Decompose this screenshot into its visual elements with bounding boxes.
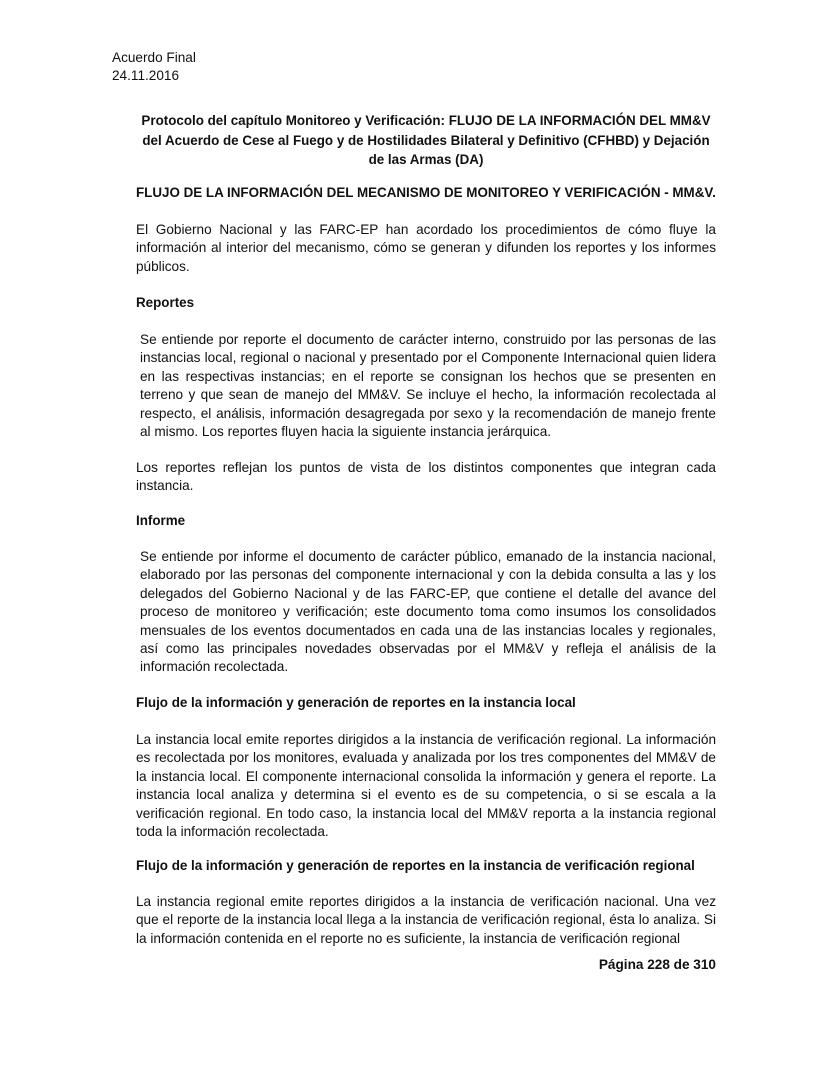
flujo-regional-heading: Flujo de la información y generación de reportes en la instancia de verificación regional: [136, 858, 695, 873]
informe-heading: Informe: [136, 513, 186, 528]
header-document-name: Acuerdo Final: [112, 50, 196, 65]
document-header: [112, 49, 196, 85]
header-date: 24.11.2016: [112, 68, 180, 83]
document-title: Protocolo del capítulo Monitoreo y Verificación: FLUJO DE LA INFORMACIÓN DEL MM&V del Acuerdo de Cese al Fuego y de Hostilidades Bilateral y Definitivo (CFHBD) y Dejación de las Armas (DA): [141, 113, 711, 167]
flujo-regional-paragraph: La instancia regional emite reportes dirigidos a la instancia de verificación nacional. Una vez que el reporte de la instancia local llega a la instancia de verificación regional, ésta lo analiza. Si la información contenida en el reporte no es suficiente, la instancia de verificación regional: [136, 894, 716, 946]
reportes-heading: Reportes: [136, 295, 195, 310]
flujo-local-paragraph: La instancia local emite reportes dirigidos a la instancia de verificación regional. La información es recolectada por los monitores, evaluada y analizada por los tres componentes del MM&V de la instancia local. El componente internacional consolida la información y genera el reporte. La instancia local analiza y determina si el evento es de su competencia, o si se escala a la verificación regional. En todo caso, la instancia local del MM&V reporta a la instancia regional toda la información recolectada.: [136, 732, 716, 840]
informe-definition-paragraph: Se entiende por informe el documento de carácter público, emanado de la instancia nacional, elaborado por las personas del componente internacional y con la debida consulta a las y los delegados del Gobierno Nacional y de las FARC-EP, que contiene el detalle del avance del proceso de monitoreo y verificación; este documento toma como insumos los consolidados mensuales de los eventos documentados en cada una de las instancias locales y regionales, así como las principales novedades observadas por el MM&V y refleja el análisis de la información recolectada.: [140, 549, 716, 675]
page-number: Página 228 de 310: [598, 957, 716, 972]
reportes-definition-paragraph: Se entiende por reporte el documento de carácter interno, construido por las personas de las instancias local, regional o nacional y presentado por el Componente Internacional quien lidera en las respectivas instancias; en el reporte se consignan los hechos que se presenten en terreno y que sean de manejo del MM&V. Se incluye el hecho, la información recolectada al respecto, el análisis, información desagregada por sexo y la recomendación de manejo frente al mismo. Los reportes fluyen hacia la siguiente instancia jerárquica.: [140, 332, 716, 440]
reportes-note-paragraph: Los reportes reflejan los puntos de vista de los distintos componentes que integran cada instancia.: [136, 460, 716, 494]
flujo-local-heading: Flujo de la información y generación de reportes en la instancia local: [136, 695, 576, 710]
intro-paragraph: El Gobierno Nacional y las FARC-EP han acordado los procedimientos de cómo fluye la información al interior del mecanismo, cómo se generan y difunden los reportes y los informes públicos.: [136, 222, 716, 274]
section-heading: FLUJO DE LA INFORMACIÓN DEL MECANISMO DE MONITOREO Y VERIFICACIÓN - MM&V.: [136, 185, 716, 200]
